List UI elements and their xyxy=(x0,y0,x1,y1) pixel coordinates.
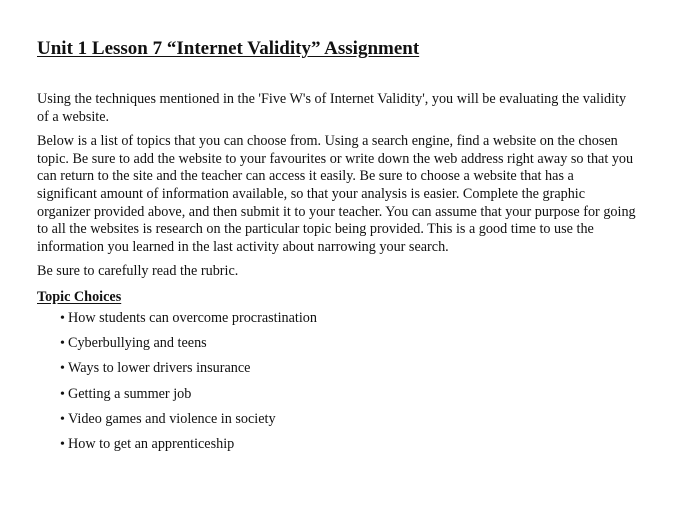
list-item xyxy=(60,310,637,335)
topic-label: How to get an apprenticeship xyxy=(68,435,235,452)
assignment-document xyxy=(37,36,637,461)
list-item xyxy=(60,360,637,385)
list-item xyxy=(60,335,637,360)
topic-label: Getting a summer job xyxy=(68,385,192,402)
bullet-icon: • xyxy=(60,436,65,452)
topic-list xyxy=(37,310,637,461)
topic-label: How students can overcome procrastination xyxy=(68,309,317,326)
bullet-icon: • xyxy=(60,411,65,427)
list-item xyxy=(60,436,637,461)
topic-choices-heading: Topic Choices xyxy=(37,288,122,305)
list-item xyxy=(60,386,637,411)
instructions-paragraph: Below is a list of topics that you can choose from. Using a search engine, find a website on the chosen topic. Be sure to add the website to your favourites or write down the web address right away so that you can return to the site and the teacher can access it easily. Be sure to choose a website that has a significant amount of information available, so that your analysis is easier. Complete the graphic organizer provided above, and then submit it to your teacher. You can assume that your purpose for going to all the websites is research on the particular topic being provided. This is a good time to use the information you learned in the last activity about narrowing your search. xyxy=(37,133,636,255)
list-item xyxy=(60,411,637,436)
bullet-icon: • xyxy=(60,361,65,377)
bullet-icon: • xyxy=(60,310,65,326)
intro-paragraph: Using the techniques mentioned in the 'Five W's of Internet Validity', you will be evaluating the validity of a website. xyxy=(37,91,627,125)
bullet-icon: • xyxy=(60,386,65,402)
page-title: Unit 1 Lesson 7 “Internet Validity” Assignment xyxy=(37,38,420,59)
topic-label: Ways to lower drivers insurance xyxy=(68,360,251,377)
topic-label: Video games and violence in society xyxy=(68,410,276,427)
topic-label: Cyberbullying and teens xyxy=(68,335,207,352)
bullet-icon: • xyxy=(60,336,65,352)
rubric-note: Be sure to carefully read the rubric. xyxy=(37,263,239,280)
